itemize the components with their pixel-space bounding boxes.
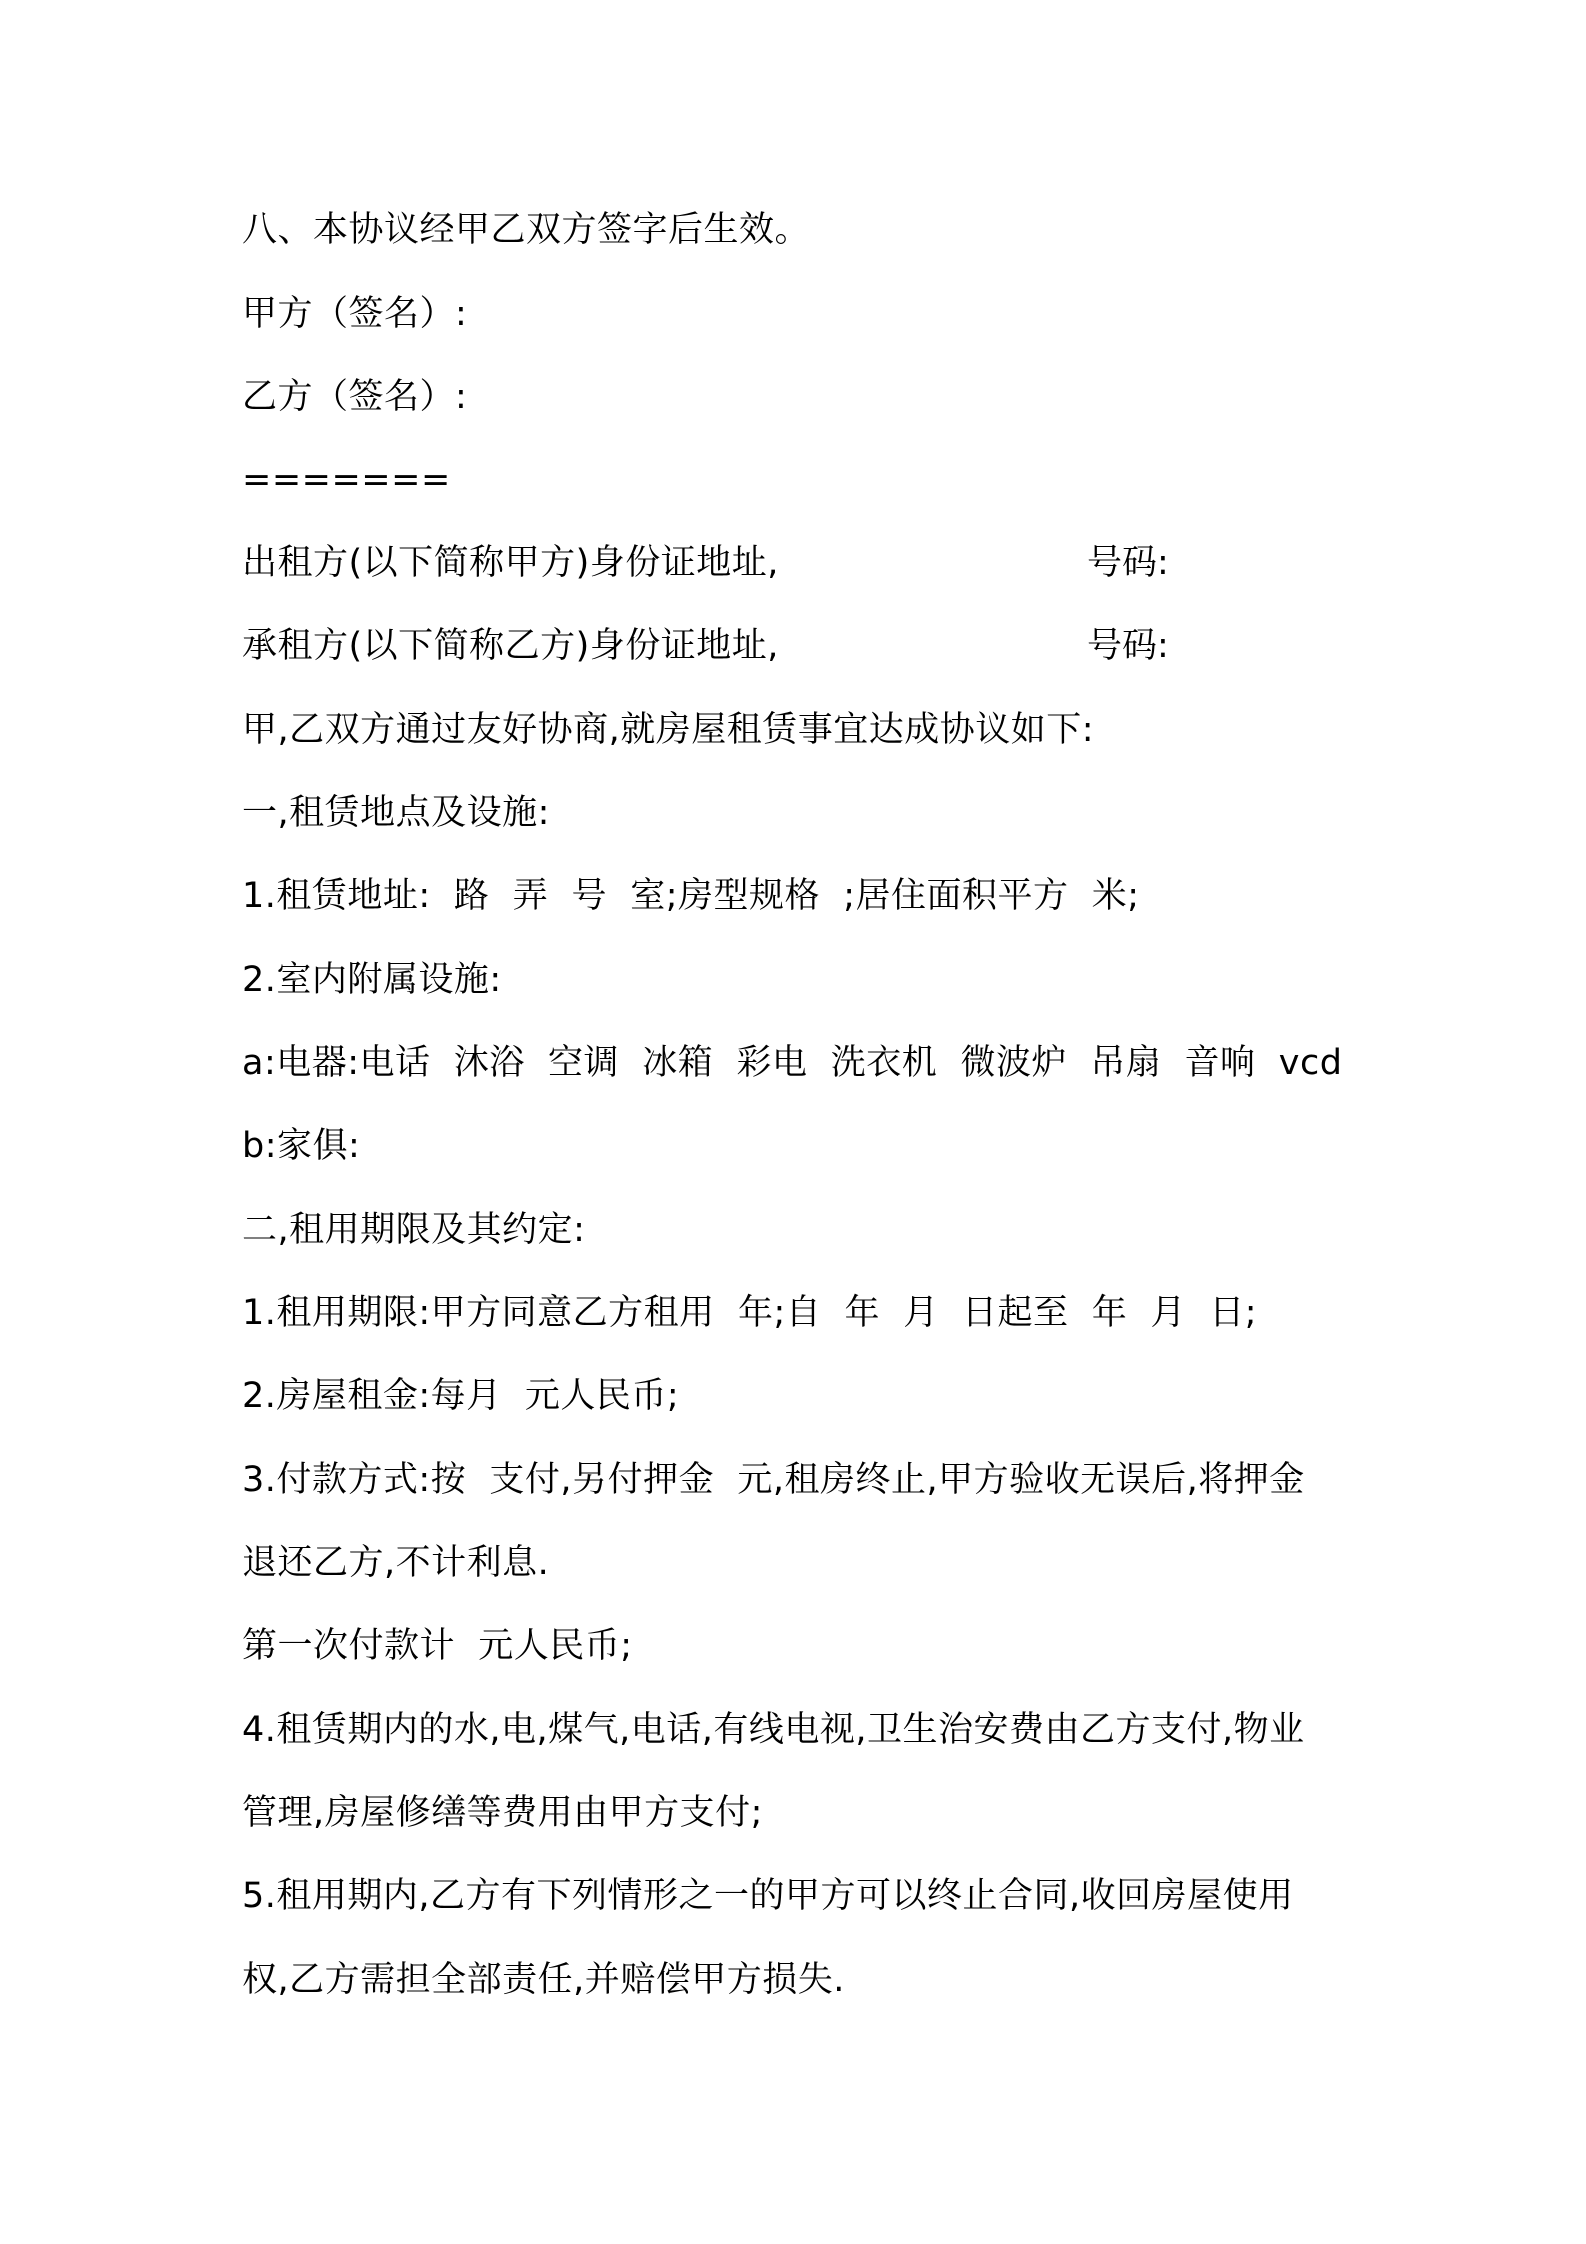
separator-line: ======= [242,460,451,500]
lessee-id-address-line: 承租方(以下简称乙方)身份证地址, [242,626,779,666]
section-2-title: 二,租用期限及其约定: [242,1210,586,1250]
item-1-2-b-furniture: b:家俱: [242,1126,361,1166]
item-2-3-payment-method-cont: 退还乙方,不计利息. [242,1543,550,1583]
section-1-title: 一,租赁地点及设施: [242,793,550,833]
item-2-4-utilities: 4.租赁期内的水,电,煤气,电话,有线电视,卫生治安费由乙方支付,物业 [242,1710,1305,1750]
first-payment-line: 第一次付款计 元人民币; [242,1626,633,1666]
item-2-2-rent: 2.房屋租金:每月 元人民币; [242,1376,680,1416]
lessee-number-label: 号码: [1087,626,1169,666]
item-2-4-utilities-cont: 管理,房屋修缮等费用由甲方支付; [242,1793,763,1833]
item-2-5-termination-cont: 权,乙方需担全部责任,并赔偿甲方损失. [242,1960,845,2000]
lessor-number-label: 号码: [1087,543,1169,583]
item-1-2-a-appliances: a:电器:电话 沐浴 空调 冰箱 彩电 洗衣机 微波炉 吊扇 音响 vcd [242,1043,1343,1083]
item-1-2-facilities: 2.室内附属设施: [242,960,502,1000]
item-2-5-termination: 5.租用期内,乙方有下列情形之一的甲方可以终止合同,收回房屋使用 [242,1876,1294,1916]
lessor-id-address-line: 出租方(以下简称甲方)身份证地址, [242,543,779,583]
item-2-1-lease-term: 1.租用期限:甲方同意乙方租用 年;自 年 月 日起至 年 月 日; [242,1293,1258,1333]
clause-8-text: 八、本协议经甲乙双方签字后生效。 [242,210,811,250]
agreement-intro: 甲,乙双方通过友好协商,就房屋租赁事宜达成协议如下: [242,710,1095,750]
party-b-signature-label: 乙方（签名）: [242,377,468,417]
item-2-3-payment-method: 3.付款方式:按 支付,另付押金 元,租房终止,甲方验收无误后,将押金 [242,1460,1305,1500]
item-1-1-rental-address: 1.租赁地址: 路 弄 号 室;房型规格 ;居住面积平方 米; [242,876,1140,916]
party-a-signature-label: 甲方（签名）: [242,294,468,334]
